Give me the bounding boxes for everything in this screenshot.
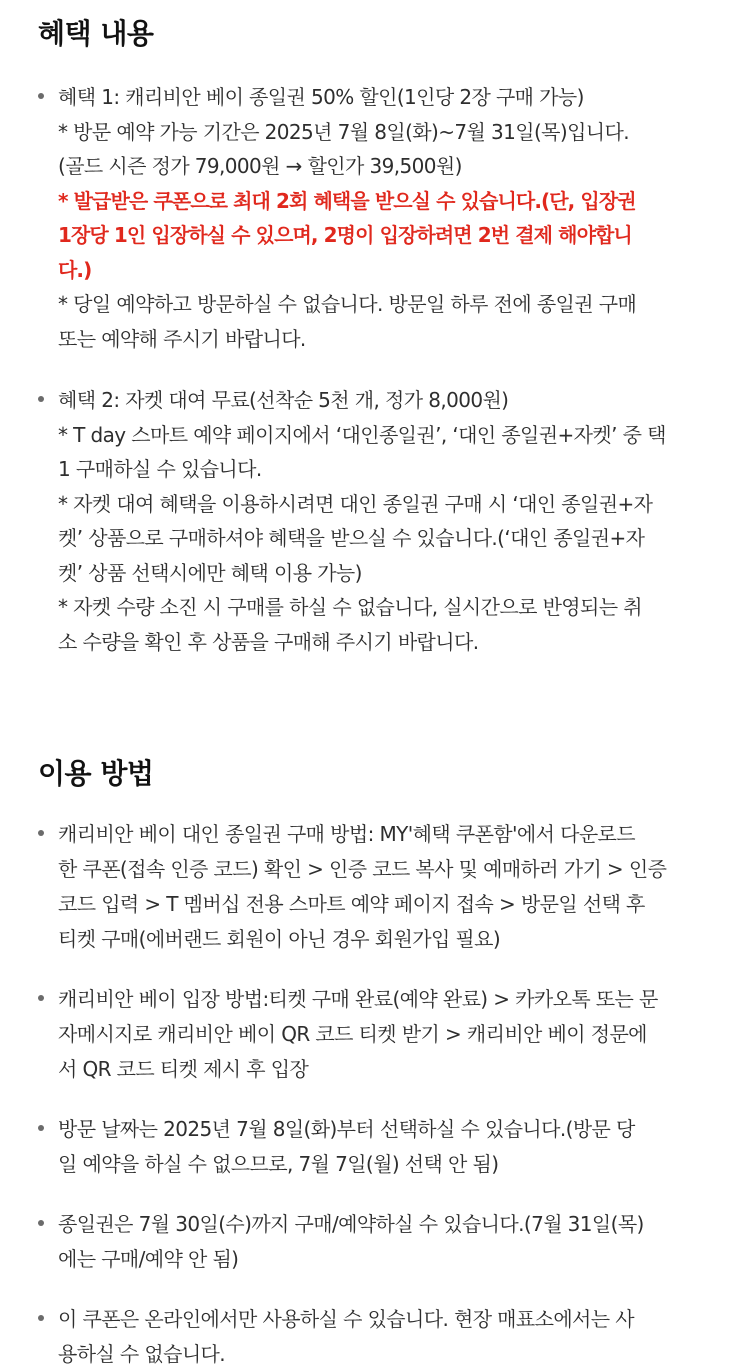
benefit-2-note-line: 켓’ 상품 선택시에만 혜택 이용 가능) — [58, 560, 362, 585]
bullet-icon — [38, 396, 44, 402]
benefit-item-1 — [38, 80, 720, 356]
usage-line: 코드 입력 > T 멤버십 전용 스마트 예약 페이지 접속 > 방문일 선택 후 — [58, 892, 645, 916]
benefit-1-warning-line: * 발급받은 쿠폰으로 최대 2회 혜택을 받으실 수 있습니다.(단, 입장권 — [58, 188, 636, 213]
usage-line: 한 쿠폰(접속 인증 코드) 확인 > 인증 코드 복사 및 예매하러 가기 > 인증 — [58, 857, 667, 881]
usage-line: 캐리비안 베이 대인 종일권 구매 방법: MY'혜택 쿠폰함'에서 다운로드 — [58, 822, 635, 846]
bullet-icon — [38, 995, 44, 1001]
usage-item-entry — [38, 982, 720, 1087]
benefit-2-note-line: 1 구매하실 수 있습니다. — [58, 457, 262, 481]
benefit-2-note-line: * T day 스마트 예약 페이지에서 ‘대인종일권’, ‘대인 종일권+자켓’ 중 택 — [58, 422, 666, 447]
usage-item-purchase — [38, 817, 720, 957]
benefit-1-price-note: (골드 시즌 정가 79,000원 → 할인가 39,500원) — [58, 154, 462, 178]
benefit-list — [38, 80, 720, 659]
bullet-icon — [38, 830, 44, 836]
benefit-2-note-line: * 자켓 대여 혜택을 이용하시려면 대인 종일권 구매 시 ‘대인 종일권+자 — [58, 491, 653, 516]
benefit-1-period-note: * 방문 예약 가능 기간은 2025년 7월 8일(화)~7월 31일(목)입니다. — [58, 119, 629, 144]
benefit-1-same-day-note: 또는 예약해 주시기 바랍니다. — [58, 326, 306, 351]
benefit-2-title: 혜택 2: 자켓 대여 무료(선착순 5천 개, 정가 8,000원) — [58, 388, 509, 412]
benefit-heading: 혜택 내용 — [38, 17, 154, 50]
benefit-1-warning-line: 1장당 1인 입장하실 수 있으며, 2명이 입장하려면 2번 결제 해야합니 — [58, 223, 632, 247]
usage-line: 티켓 구매(에버랜드 회원이 아닌 경우 회원가입 필요) — [58, 927, 501, 951]
benefit-2-note-line: 켓’ 상품으로 구매하셔야 혜택을 받으실 수 있습니다.(‘대인 종일권+자 — [58, 526, 645, 550]
usage-line: 종일권은 7월 30일(수)까지 구매/예약하실 수 있습니다.(7월 31일(목) — [58, 1212, 644, 1236]
usage-item-deadline — [38, 1207, 720, 1277]
usage-list — [38, 817, 720, 1372]
usage-item-visit-date — [38, 1112, 720, 1182]
usage-line: 일 예약을 하실 수 없으므로, 7월 7일(월) 선택 안 됨) — [58, 1152, 499, 1176]
usage-line: 캐리비안 베이 입장 방법:티켓 구매 완료(예약 완료) > 카카오톡 또는 문 — [58, 987, 658, 1011]
bullet-icon — [38, 1315, 44, 1321]
benefit-2-note-line: * 자켓 수량 소진 시 구매를 하실 수 없습니다, 실시간으로 반영되는 취 — [58, 595, 642, 619]
benefit-1-title: 혜택 1: 캐리비안 베이 종일권 50% 할인(1인당 2장 구매 가능) — [58, 85, 584, 109]
benefit-1-same-day-note: * 당일 예약하고 방문하실 수 없습니다. 방문일 하루 전에 종일권 구매 — [58, 292, 637, 316]
usage-line: 서 QR 코드 티켓 제시 후 입장 — [58, 1057, 309, 1081]
usage-heading: 이용 방법 — [38, 757, 154, 790]
bullet-icon — [38, 1220, 44, 1226]
benefit-2-note-line: 소 수량을 확인 후 상품을 구매해 주시기 바랍니다. — [58, 629, 479, 654]
usage-line: 자메시지로 캐리비안 베이 QR 코드 티켓 받기 > 캐리비안 베이 정문에 — [58, 1022, 647, 1046]
usage-line: 이 쿠폰은 온라인에서만 사용하실 수 있습니다. 현장 매표소에서는 사 — [58, 1307, 634, 1331]
usage-line: 에는 구매/예약 안 됨) — [58, 1247, 239, 1271]
bullet-icon — [38, 1125, 44, 1131]
benefit-item-2 — [38, 383, 720, 659]
bullet-icon — [38, 93, 44, 99]
usage-item-online-only — [38, 1302, 720, 1372]
benefit-1-warning-line: 다.) — [58, 257, 92, 282]
usage-line: 방문 날짜는 2025년 7월 8일(화)부터 선택하실 수 있습니다.(방문 당 — [58, 1117, 635, 1141]
usage-line: 용하실 수 없습니다. — [58, 1342, 226, 1366]
